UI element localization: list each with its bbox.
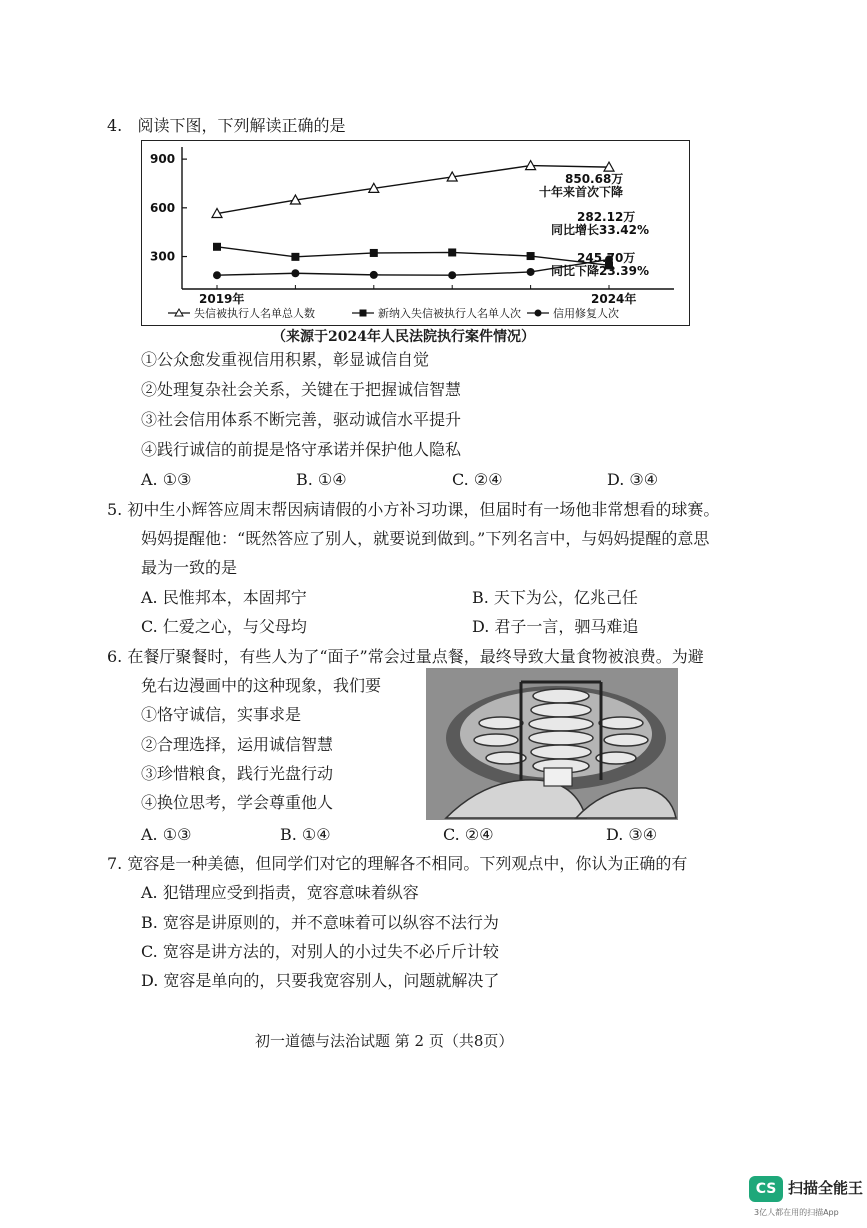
q4-item-3: ③社会信用体系不断完善，驱动诚信水平提升 [141,410,462,429]
series-2-point-4 [527,268,535,276]
q4-option-b: B. ①④ [296,470,347,489]
x-tick-label-first: 2019年 [199,292,245,306]
q6-item-1: ①恪守诚信，实事求是 [141,705,302,724]
annotation-2-text: 同比增长33.42% [551,223,649,237]
legend-marker-1 [360,310,367,317]
series-2-point-2 [370,271,378,279]
q6-item-4: ④换位思考，学会尊重他人 [141,793,334,812]
legend-label-1: 新纳入失信被执行人名单人次 [378,307,521,320]
annotation-2-value: 282.12万 [577,210,636,224]
q5-option-b: B. 天下为公，亿兆己任 [472,588,638,607]
q5-option-c: C. 仁爱之心，与父母均 [141,617,307,636]
page-footer: 初一道德与法治试题 第 2 页（共8页） [255,1032,514,1050]
q6-option-c: C. ②④ [443,825,494,844]
q7-stem: 7. 宽容是一种美德，但同学们对它的理解各不相同。下列观点中，你认为正确的有 [107,854,688,873]
q4-stem-text: 阅读下图，下列解读正确的是 [137,116,346,135]
q6-option-a: A. ①③ [141,825,192,844]
series-2-point-3 [448,271,456,279]
food-waste-cartoon [426,668,678,820]
chart-svg [142,141,689,325]
q4-stem [107,116,346,136]
q6-option-b: B. ①④ [280,825,331,844]
annotation-1-text: 十年来首次下降 [539,185,624,199]
q6-option-d: D. ③④ [606,825,658,844]
chart-source: （来源于2024年人民法院执行案件情况） [272,329,535,345]
q4-item-2: ②处理复杂社会关系，关键在于把握诚信智慧 [141,380,462,399]
series-1-point-4 [527,252,535,260]
cartoon-drawing [426,668,678,820]
series-1-point-0 [213,243,221,251]
camscanner-name: 扫描全能王 [788,1179,864,1197]
q5-stem-line-2: 妈妈提醒他：“既然答应了别人，就要说到做到。”下列名言中，与妈妈提醒的意思 [141,529,710,548]
x-tick-label-last: 2024年 [591,292,637,306]
series-1-point-1 [291,253,299,261]
q5-option-d: D. 君子一言，驷马难追 [472,617,639,636]
legend-marker-2 [535,310,542,317]
annotation-3-text: 同比下降23.39% [551,264,649,278]
q4-item-4: ④践行诚信的前提是恪守承诺并保护他人隐私 [141,440,462,459]
series-1-point-2 [370,249,378,257]
series-2-point-1 [291,269,299,277]
q7-option-d: D. 宽容是单向的，只要我宽容别人，问题就解决了 [141,971,500,990]
legend-label-0: 失信被执行人名单总人数 [194,307,315,320]
q4-line-chart [141,140,690,326]
q6-item-3: ③珍惜粮食，践行光盘行动 [141,764,334,783]
q4-item-1: ①公众愈发重视信用积累，彰显诚信自觉 [141,350,430,369]
q4-option-a: A. ①③ [141,470,192,489]
y-tick-label-300: 300 [150,249,176,264]
y-tick-label-600: 600 [150,200,176,215]
series-2-point-0 [213,271,221,279]
q7-option-c: C. 宽容是讲方法的，对别人的小过失不必斤斤计较 [141,942,499,961]
q4-number: 4. [107,116,123,135]
q5-stem-line-3: 最为一致的是 [141,558,238,577]
q6-stem-line-1: 6. 在餐厅聚餐时，有些人为了“面子”常会过量点餐，最终导致大量食物被浪费。为避 [107,647,704,666]
q6-item-2: ②合理选择，运用诚信智慧 [141,735,334,754]
q5-option-a: A. 民惟邦本，本固邦宁 [141,588,307,607]
q5-stem-line-1: 5. 初中生小辉答应周末帮因病请假的小方补习功课，但届时有一场他非常想看的球赛。 [107,500,720,519]
series-1-point-3 [448,248,456,256]
annotation-1-value: 850.68万 [565,172,624,186]
annotation-3-value: 245.70万 [577,251,636,265]
q4-option-c: C. ②④ [452,470,503,489]
q7-option-b: B. 宽容是讲原则的，并不意味着可以纵容不法行为 [141,913,499,932]
q6-stem-line-2: 免右边漫画中的这种现象，我们要 [141,676,382,695]
q7-option-a: A. 犯错理应受到指责，宽容意味着纵容 [141,883,419,902]
q4-option-d: D. ③④ [607,470,659,489]
y-tick-label-900: 900 [150,152,176,167]
camscanner-logo-icon: CS [749,1176,783,1202]
legend-label-2: 信用修复人次 [553,307,619,320]
series-line-1 [217,247,609,266]
camscanner-tagline: 3亿人都在用的扫描App [754,1208,839,1217]
